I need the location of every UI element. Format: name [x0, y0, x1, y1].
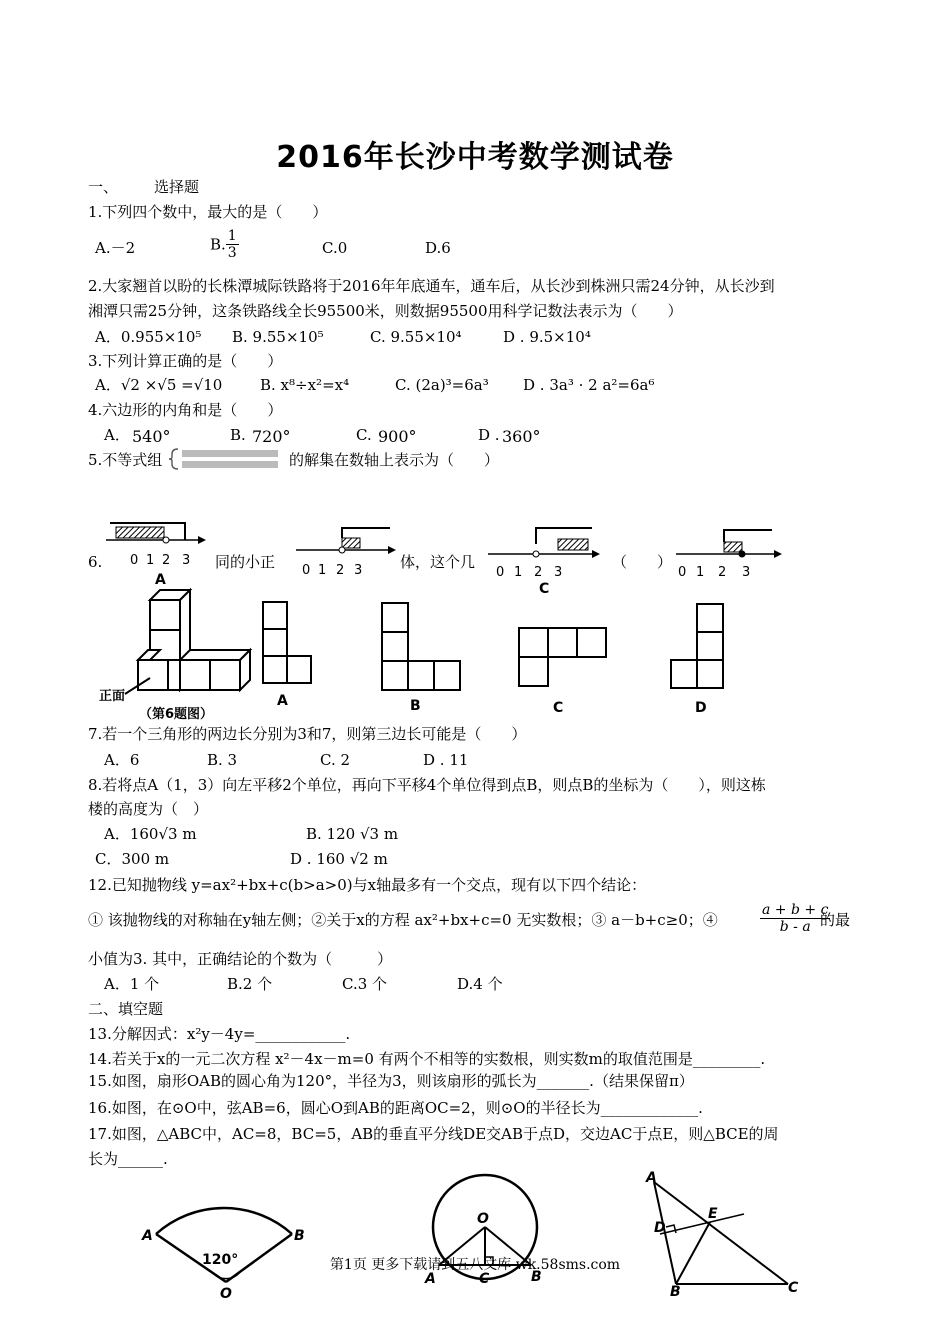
section1-number: 一、 — [88, 178, 119, 196]
view-label: C — [553, 700, 564, 716]
point-e-label: E — [708, 1206, 718, 1222]
q1-option-c: C.0 — [322, 239, 348, 257]
point-b-label: B — [531, 1269, 542, 1285]
q4-option-b-label: B. — [230, 426, 246, 444]
page-title: 2016年长沙中考数学测试卷 — [276, 140, 674, 175]
q6-option-a-view — [255, 598, 315, 710]
figure-circle — [415, 1165, 555, 1295]
tick-label: 3 — [182, 553, 191, 568]
point-b-label: B — [670, 1284, 681, 1300]
q5-option-a-number-line — [100, 515, 210, 575]
q12-line1: 12.已知抛物线 y=ax²+bx+c(b>a>0)与x轴最多有一个交点，现有以下四个结论： — [88, 876, 647, 894]
q2-line2: 湘潭只需25分钟，这条铁路线全长95500米，则数据95500用科学记数法表示为（ ） — [88, 302, 683, 320]
page-footer: 第1页 更多下载请到五八文库 wk.58sms.com — [329, 1257, 621, 1273]
q6-option-b-view — [376, 598, 471, 714]
q8-line2: 楼的高度为（ ） — [88, 800, 209, 818]
point-d-label: D — [654, 1220, 666, 1236]
q6-option-d-view — [665, 598, 735, 716]
q2-option-a: A．0.955×10⁵ — [95, 328, 202, 346]
point-c-label: C — [788, 1280, 799, 1296]
point-b-label: B — [294, 1228, 305, 1244]
point-c-label: C — [479, 1271, 490, 1287]
figure-sector — [140, 1172, 320, 1302]
q4-stem: 4.六边形的内角和是（ ） — [88, 401, 283, 419]
q3-option-d: D . 3a³ · 2 a²=6a⁶ — [523, 376, 655, 394]
tick-label: 2 — [718, 565, 727, 580]
q12-option-a: A．1 个 — [104, 975, 160, 993]
q2-line1: 2.大家翘首以盼的长株潭城际铁路将于2016年年底通车，通车后，从长沙到株洲只需24分钟，从长沙到 — [88, 277, 775, 295]
q6-stem-fragment-3: （ ） — [612, 553, 673, 571]
tick-label: 3 — [742, 565, 751, 580]
q4-option-d-value: 360° — [502, 427, 541, 446]
q7-stem: 7.若一个三角形的两边长分别为3和7，则第三边长可能是（ ） — [88, 725, 527, 743]
point-a-label: A — [646, 1170, 657, 1186]
q6-stem-number: 6. — [88, 553, 103, 571]
option-c-label: C — [539, 581, 550, 597]
q7-option-b: B. 3 — [207, 751, 238, 769]
point-o-label: O — [220, 1286, 232, 1302]
q4-option-a-value: 540° — [132, 427, 171, 446]
fraction-one-third: $\frac{1}{3}$ — [227, 228, 237, 261]
q7-option-c: C. 2 — [320, 751, 351, 769]
q17-line1: 17.如图，△ABC中，AC=8，BC=5，AB的垂直平分线DE交AB于点D，交边AC于点E，则△BCE的周 — [88, 1125, 779, 1143]
q2-option-d: D . 9.5×10⁴ — [503, 328, 591, 346]
q6-stem-fragment-2: 体，这个几 — [400, 553, 476, 571]
tick-label: 2 — [534, 565, 543, 580]
q2-option-b: B. 9.55×10⁵ — [232, 328, 324, 346]
point-o-label: O — [477, 1211, 489, 1227]
tick-label: 1 — [696, 565, 705, 580]
q4-option-b-value: 720° — [252, 427, 291, 446]
q2-option-c: C. 9.55×10⁴ — [370, 328, 462, 346]
solid-top-label: A — [155, 572, 166, 588]
q1-option-d: D.6 — [425, 239, 451, 257]
tick-label: 3 — [354, 563, 363, 578]
q7-option-a: A．6 — [104, 751, 140, 769]
q8-line1: 8.若将点A（1，3）向左平移2个单位，再向下平移4个单位得到点B，则点B的坐标为（ ），则这栋 — [88, 776, 766, 794]
view-label: A — [277, 693, 288, 709]
q6-stem-fragment-1: 同的小正 — [215, 553, 276, 571]
tick-label: 1 — [514, 565, 523, 580]
tick-label: 3 — [554, 565, 563, 580]
q13: 13.分解因式：x²y－4y=____________. — [88, 1025, 351, 1043]
q4-option-d-label: D . — [478, 426, 500, 444]
tick-label: 1 — [318, 563, 327, 578]
angle-label: 120° — [202, 1252, 239, 1268]
q1-option-b-label: B. — [210, 235, 226, 254]
q1-option-b — [210, 228, 239, 261]
tick-label: 1 — [146, 553, 155, 568]
view-label: D — [695, 700, 707, 716]
view-label: B — [410, 698, 421, 714]
point-a-label: A — [142, 1228, 153, 1244]
section2-label: 二、填空题 — [88, 1000, 164, 1018]
tick-label: 0 — [678, 565, 687, 580]
q5-option-c-number-line — [482, 522, 612, 597]
front-label: 正面 — [99, 689, 126, 704]
q4-option-a-label: A． — [104, 426, 130, 444]
q3-option-c: C. (2a)³=6a³ — [395, 376, 489, 394]
q5-stem-end: 的解集在数轴上表示为（ ） — [289, 451, 500, 469]
tick-label: 0 — [130, 553, 139, 568]
q12-line3: 小值为3. 其中，正确结论的个数为（ ） — [88, 950, 393, 968]
tick-label: 2 — [336, 563, 345, 578]
point-a-label: A — [425, 1271, 436, 1287]
q8-option-c: C．300 m — [95, 850, 170, 868]
q8-option-d: D . 160 √2 m — [290, 850, 388, 868]
q3-option-b: B. x⁸÷x²=x⁴ — [260, 376, 350, 394]
q12-line2-end: 的最 — [820, 911, 851, 929]
q6-option-c-view — [513, 622, 608, 716]
figure-triangle — [638, 1168, 808, 1298]
tick-label: 0 — [302, 563, 311, 578]
q12-option-d: D.4 个 — [457, 975, 503, 993]
q4-option-c-label: C. — [356, 426, 372, 444]
q3-option-a: A．√2 ×√5 =√10 — [95, 376, 223, 394]
q8-option-b: B. 120 √3 m — [306, 825, 399, 843]
tick-label: 0 — [496, 565, 505, 580]
q12-option-c: C.3 个 — [342, 975, 388, 993]
q5-stem-start: 5.不等式组 — [88, 451, 163, 469]
q4-option-c-value: 900° — [378, 427, 417, 446]
q15: 15.如图，扇形OAB的圆心角为120°，半径为3，则该扇形的弧长为_______.（结果保留π） — [88, 1072, 694, 1090]
inequality-system-blurred — [168, 446, 286, 472]
q12-line2: ① 该抛物线的对称轴在y轴左侧；②关于x的方程 ax²+bx+c=0 无实数根；③ a－b+c≥0；④ — [88, 911, 718, 929]
q1-stem: 1.下列四个数中，最大的是（ ） — [88, 203, 328, 221]
q5-option-d-number-line — [672, 522, 792, 582]
tick-label: 2 — [162, 553, 171, 568]
q7-option-d: D . 11 — [423, 751, 469, 769]
q16: 16.如图，在⊙O中，弦AB=6，圆心O到AB的距离OC=2，则⊙O的半径长为_____________. — [88, 1099, 703, 1117]
q12-fraction: $\frac{a + b + c}{b - a}$ — [762, 902, 829, 935]
q8-option-a: A．160√3 m — [104, 825, 197, 843]
section1-label: 选择题 — [154, 178, 200, 196]
q17-line2: 长为______. — [88, 1150, 168, 1168]
figure-caption: （第6题图） — [139, 707, 214, 722]
q14: 14.若关于x的一元二次方程 x²－4x－m=0 有两个不相等的实数根，则实数m的取值范围是_________. — [88, 1050, 766, 1068]
q12-option-b: B.2 个 — [227, 975, 273, 993]
q3-stem: 3.下列计算正确的是（ ） — [88, 352, 283, 370]
q1-option-a: A.－2 — [95, 239, 136, 257]
